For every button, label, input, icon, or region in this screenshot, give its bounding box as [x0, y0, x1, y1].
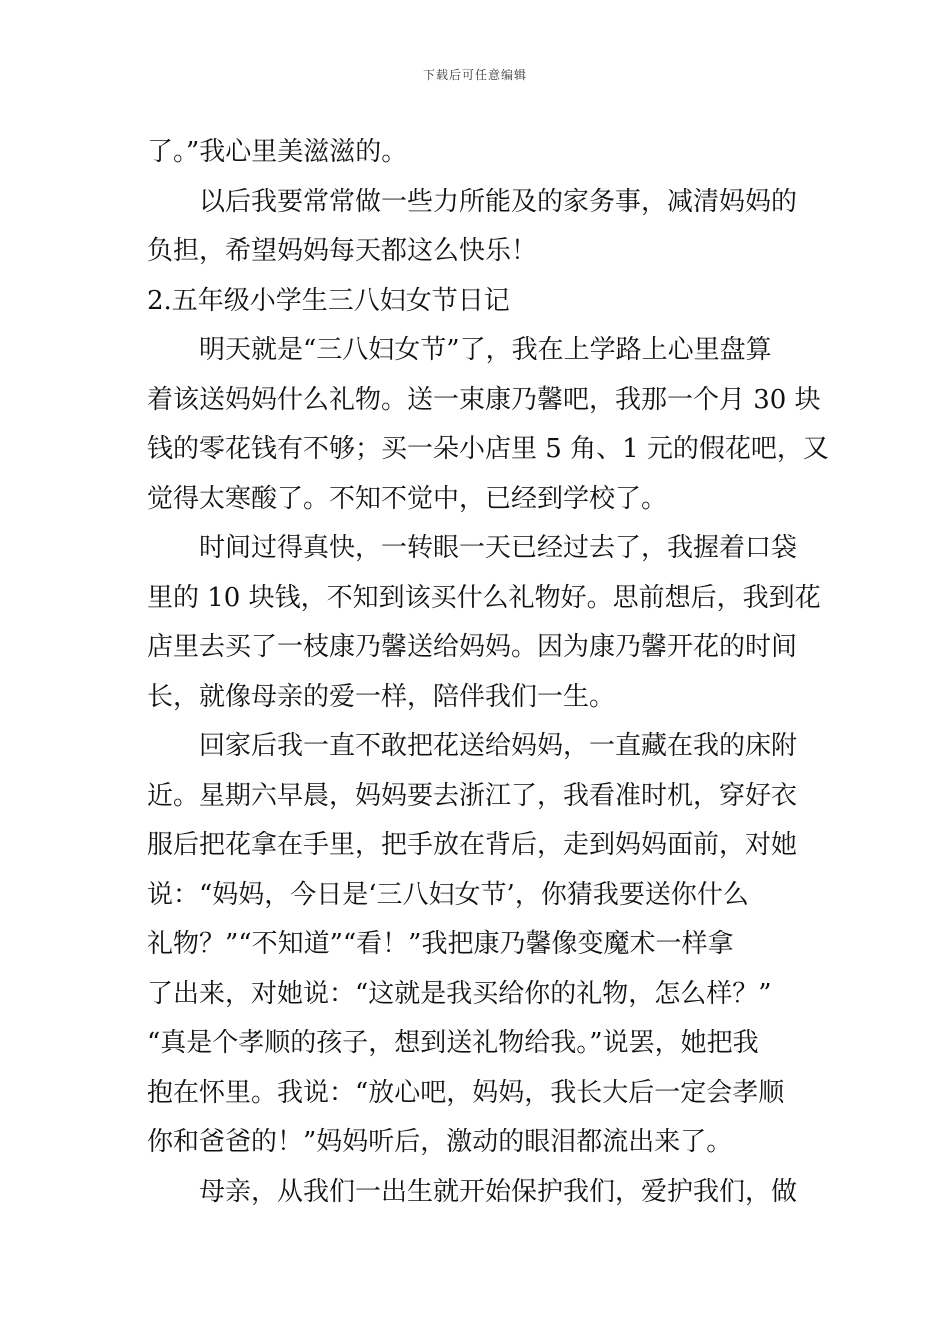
text-line: 里的 10 块钱，不知到该买什么礼物好。思前想后，我到花 [147, 582, 821, 613]
text-line: 服后把花拿在手里，把手放在背后，走到妈妈面前，对她 [147, 830, 798, 860]
text-line: 了出来，对她说：“这就是我买给你的礼物，怎么样？” [147, 978, 772, 1009]
text-line: 回家后我一直不敢把花送给妈妈，一直藏在我的床附 [199, 731, 798, 761]
text-line: 你和爸爸的！”妈妈听后，激动的眼泪都流出来了。 [147, 1127, 733, 1157]
text-line: 抱在怀里。我说：“放心吧，妈妈，我长大后一定会孝顺 [147, 1077, 785, 1108]
text-line: 礼物？”“不知道”“看！”我把康乃馨像变魔术一样拿 [147, 929, 734, 959]
header-note: 下载后可任意编辑 [422, 68, 527, 82]
text-line: 明天就是“三八妇女节”了，我在上学路上心里盘算 [199, 335, 772, 365]
text-line: 母亲，从我们一出生就开始保护我们，爱护我们，做 [199, 1176, 798, 1207]
text-line: 近。星期六早晨，妈妈要去浙江了，我看准时机，穿好衣 [147, 780, 798, 811]
text-line: 钱的零花钱有不够；买一朵小店里 5 角、1 元的假花吧，又 [147, 434, 829, 464]
text-line: 时间过得真快，一转眼一天已经过去了，我握着口袋 [199, 533, 798, 563]
text-line: 负担，希望妈妈每天都这么快乐！ [147, 236, 538, 266]
section-heading: 2.五年级小学生三八妇女节日记 [147, 285, 510, 316]
document-body [147, 128, 829, 1217]
text-line: 长，就像母亲的爱一样，陪伴我们一生。 [147, 681, 616, 712]
text-line: 以后我要常常做一些力所能及的家务事，减清妈妈的 [199, 186, 798, 217]
text-line: 了。”我心里美滋滋的。 [147, 137, 408, 167]
text-line: “真是个孝顺的孩子，想到送礼物给我。”说罢，她把我 [147, 1028, 759, 1058]
text-line: 着该送妈妈什么礼物。送一束康乃馨吧，我那一个月 30 块 [147, 384, 821, 415]
text-line: 说：“妈妈，今日是‘三八妇女节’，你猜我要送你什么 [147, 879, 749, 910]
text-line: 店里去买了一枝康乃馨送给妈妈。因为康乃馨开花的时间 [147, 632, 798, 662]
text-line: 觉得太寒酸了。不知不觉中，已经到学校了。 [147, 483, 668, 514]
